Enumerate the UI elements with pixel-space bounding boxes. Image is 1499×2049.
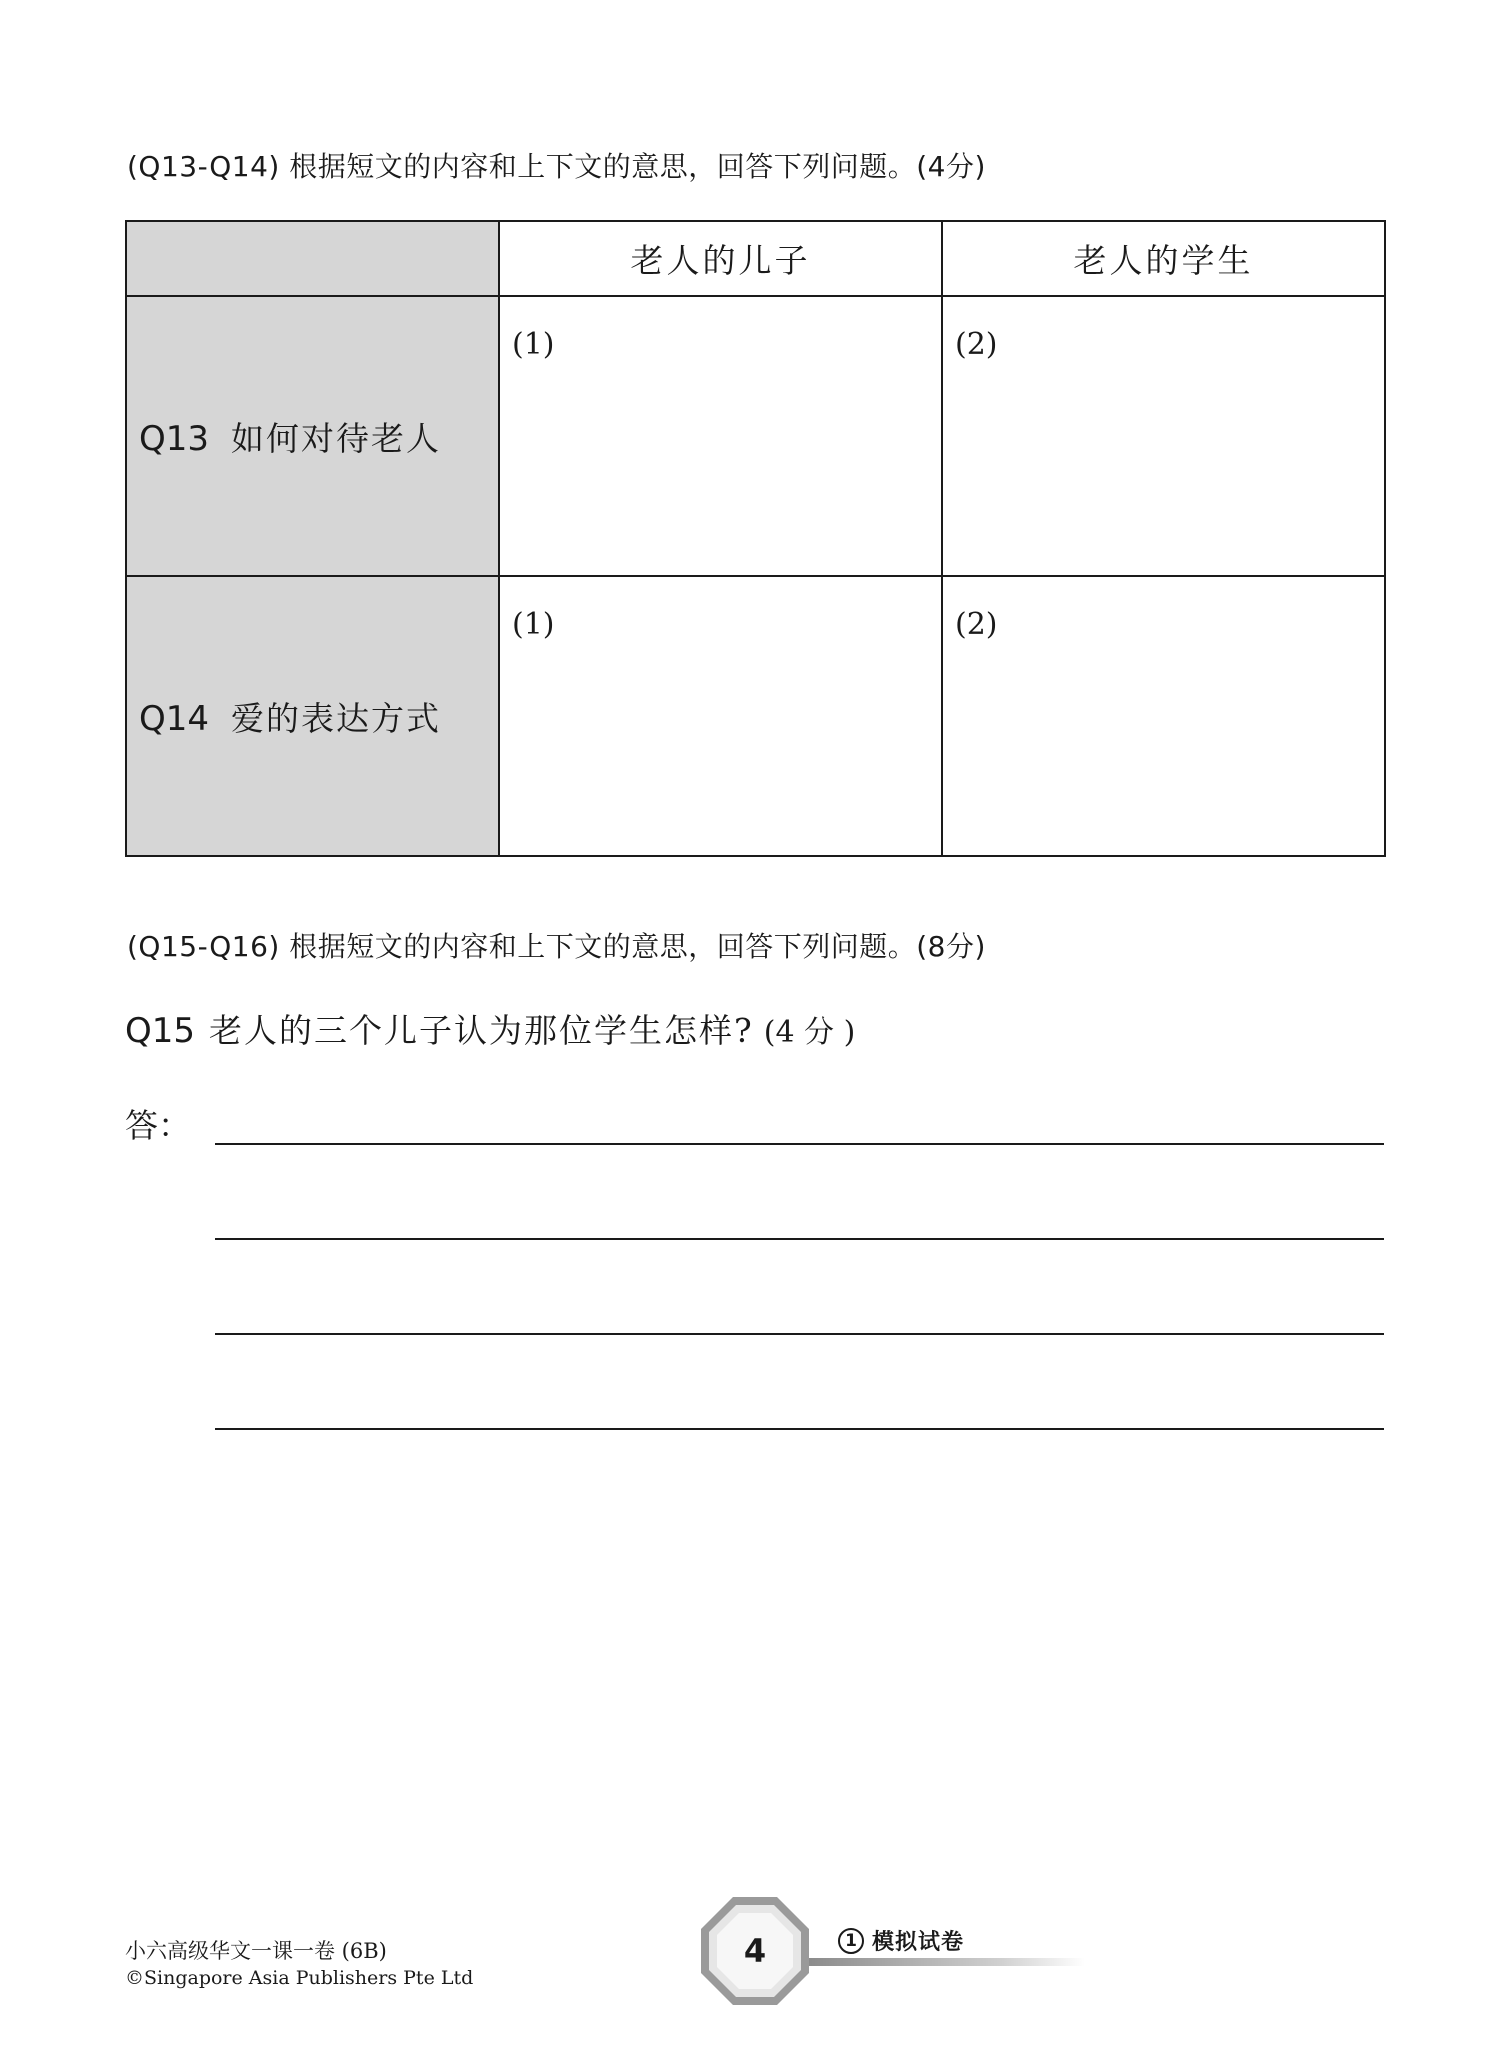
answer-cell-number: (2) <box>955 607 998 642</box>
paper-tag <box>838 1925 964 1956</box>
answer-cell-number: (1) <box>512 607 555 642</box>
row-header-q14 <box>126 576 499 856</box>
paper-number-circle: 1 <box>838 1928 864 1954</box>
answer-line[interactable] <box>215 1143 1384 1145</box>
question-number: Q14 <box>139 698 210 739</box>
answer-cell-q13-son[interactable] <box>499 296 942 576</box>
question-text: 老人的三个儿子认为那位学生怎样? <box>209 1011 754 1050</box>
question-number: Q15 <box>125 1011 196 1051</box>
table-header-row <box>126 221 1385 296</box>
footer-copyright: ©Singapore Asia Publishers Pte Ltd <box>125 1967 474 1989</box>
question-number: Q13 <box>139 418 210 459</box>
row-header-q13 <box>126 296 499 576</box>
row-label: 爱的表达方式 <box>231 698 442 738</box>
answer-cell-q14-son[interactable] <box>499 576 942 856</box>
answer-label: 答： <box>125 1106 191 1145</box>
footer-bar <box>805 1958 1085 1966</box>
question-q15 <box>125 1005 855 1052</box>
table-row <box>126 576 1385 856</box>
answer-line[interactable] <box>215 1428 1384 1430</box>
column-header-son: 老人的儿子 <box>499 221 942 296</box>
q15-q16-instruction: (Q15-Q16) 根据短文的内容和上下文的意思，回答下列问题。(8分) <box>127 930 986 963</box>
table-row <box>126 296 1385 576</box>
answer-line[interactable] <box>215 1238 1384 1240</box>
answer-table <box>125 220 1386 857</box>
column-header-student: 老人的学生 <box>942 221 1385 296</box>
answer-cell-number: (1) <box>512 327 555 362</box>
question-marks: (4 分 ) <box>763 1015 856 1050</box>
answer-line[interactable] <box>215 1333 1384 1335</box>
row-label: 如何对待老人 <box>231 418 442 458</box>
page-number: 4 <box>743 1932 767 1970</box>
q13-q14-instruction: (Q13-Q14) 根据短文的内容和上下文的意思，回答下列问题。(4分) <box>127 150 986 183</box>
table-corner-cell <box>126 221 499 296</box>
answer-cell-q13-student[interactable] <box>942 296 1385 576</box>
footer-book-title: 小六高级华文一课一卷 (6B) <box>125 1939 387 1963</box>
answer-cell-number: (2) <box>955 327 998 362</box>
paper-title: 模拟试卷 <box>872 1930 965 1955</box>
answer-cell-q14-student[interactable] <box>942 576 1385 856</box>
